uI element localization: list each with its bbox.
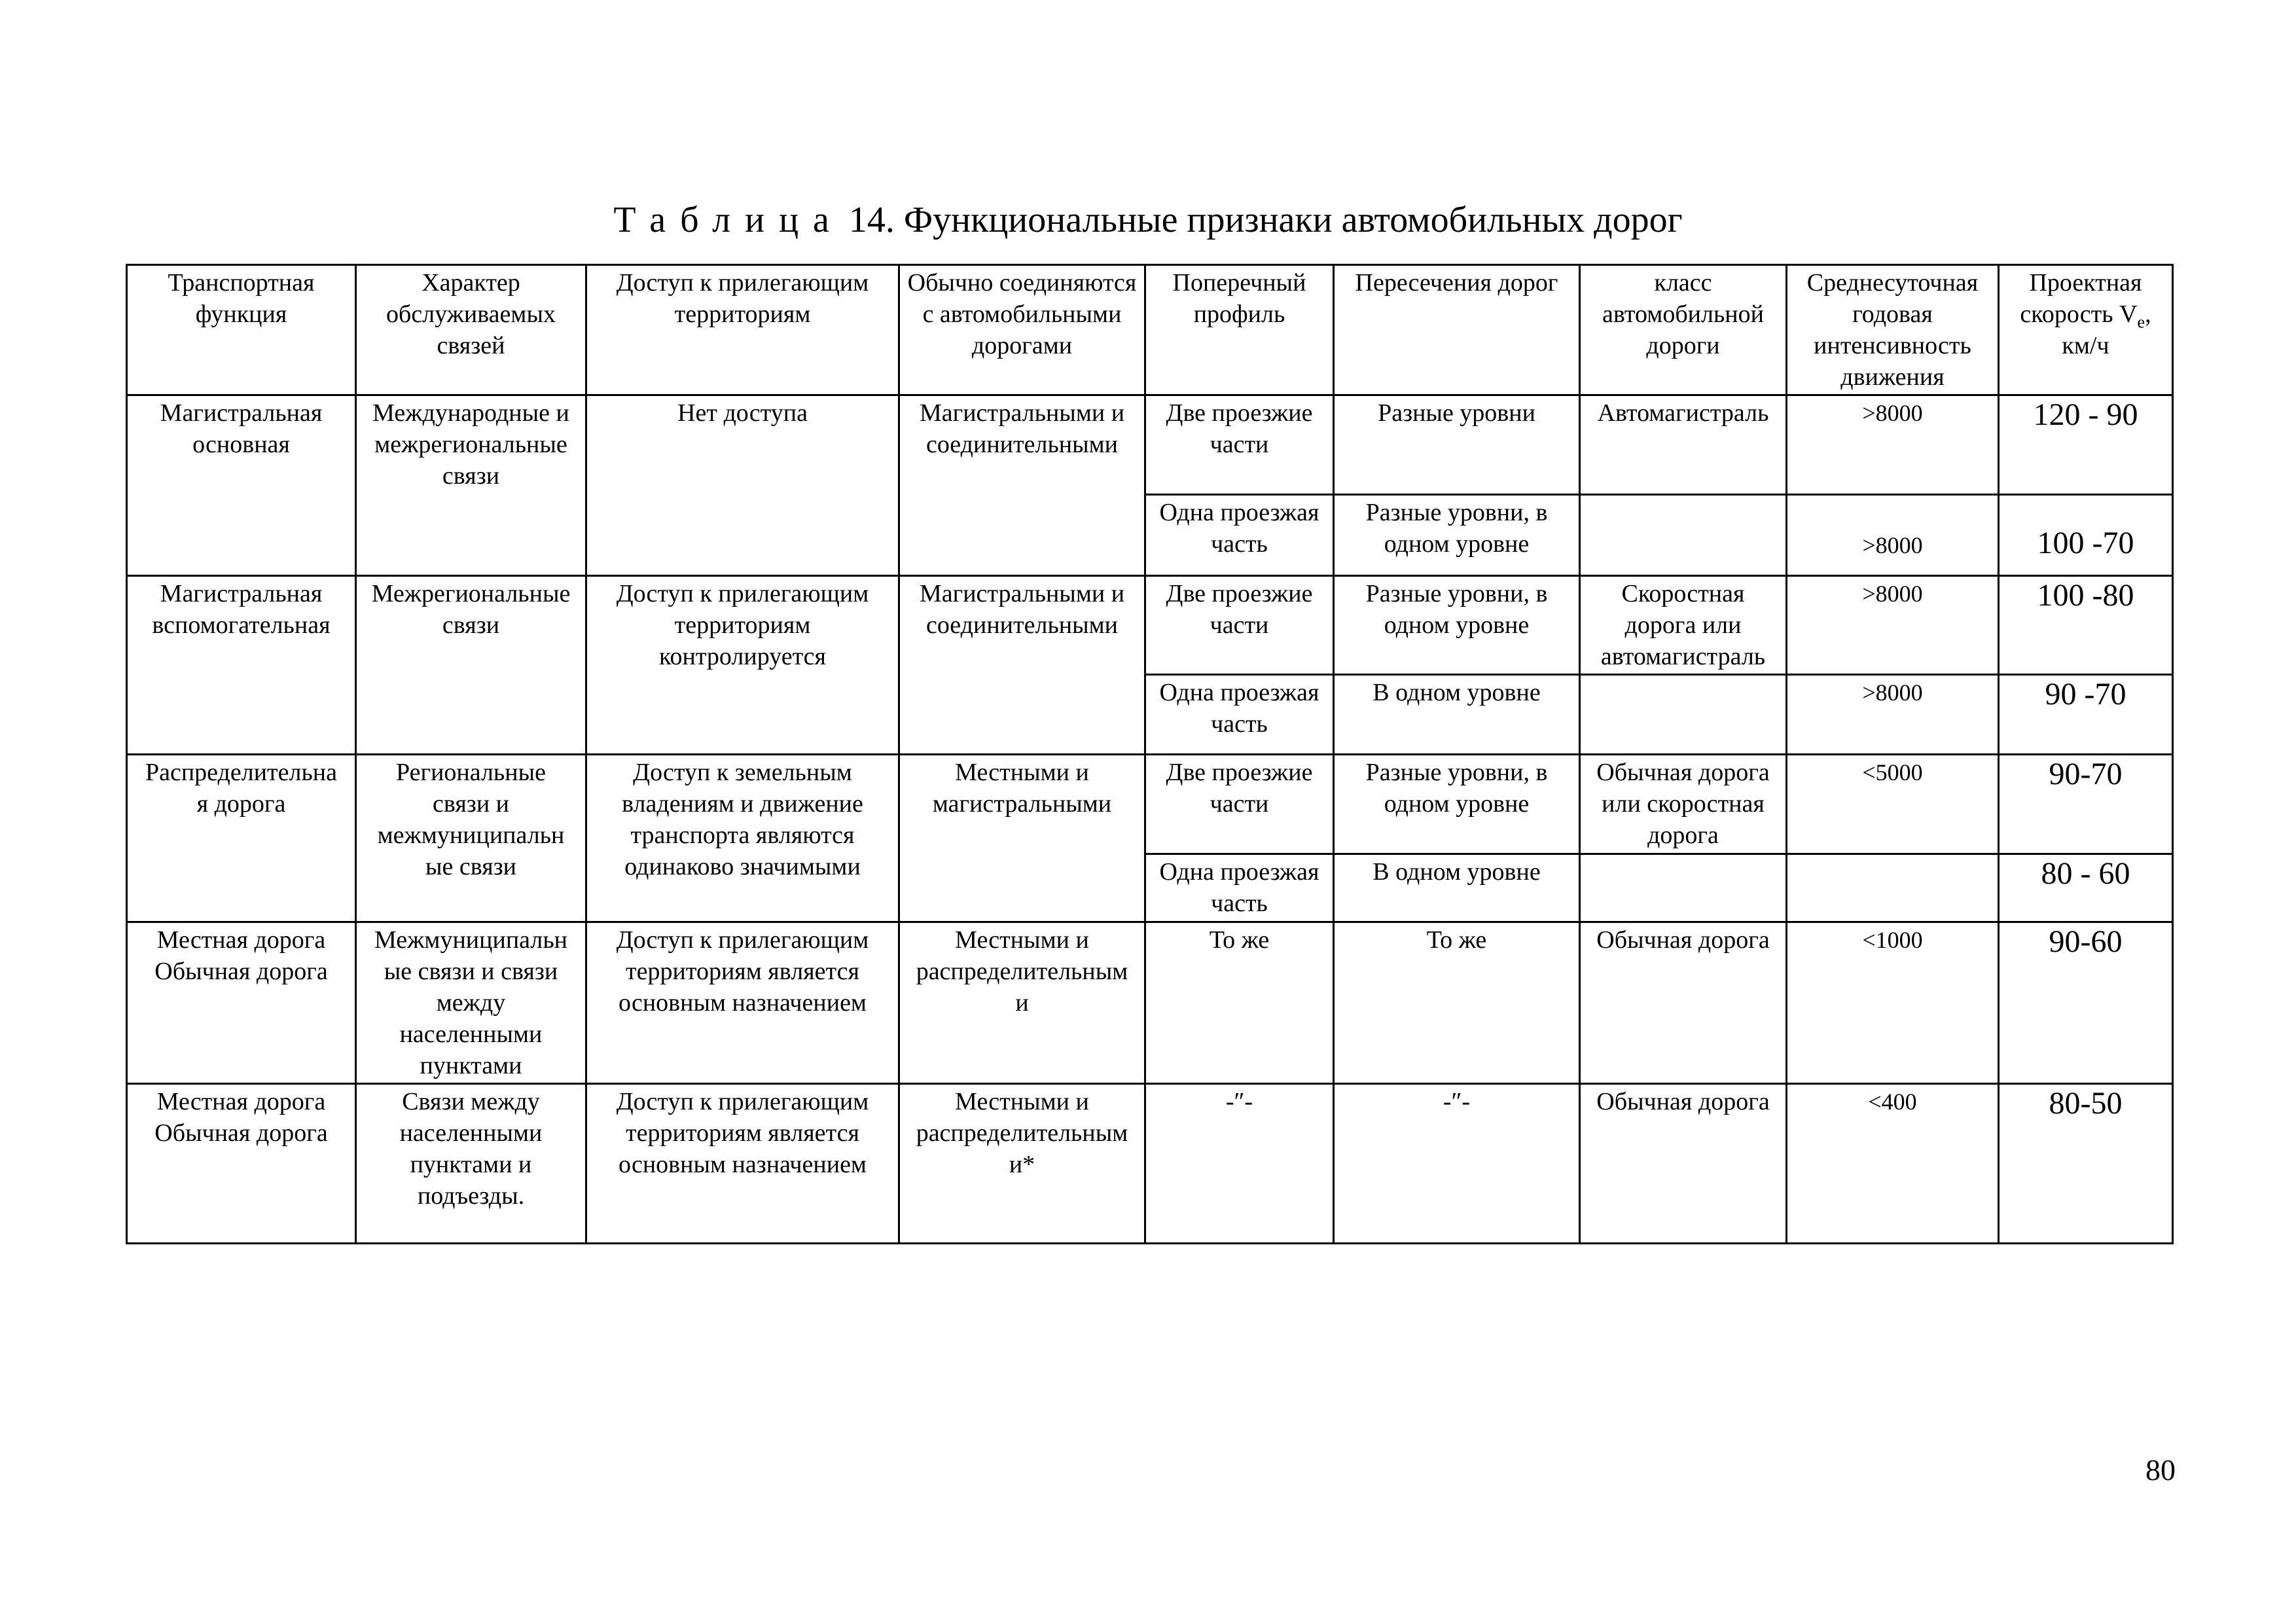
- cell-intensity: >8000: [1787, 495, 1999, 576]
- header-profile: Поперечный профиль: [1145, 265, 1334, 395]
- cell-function: Местная дорога Обычная дорога: [127, 1084, 356, 1244]
- header-speed: [1999, 265, 2173, 395]
- cell-crossings: Разные уровни, в одном уровне: [1334, 576, 1580, 675]
- cell-crossings: То же: [1334, 922, 1580, 1084]
- cell-class: [1580, 495, 1787, 576]
- cell-speed: 90 -70: [1999, 675, 2173, 755]
- cell-speed: 90-60: [1999, 922, 2173, 1084]
- table-row: [127, 1084, 2173, 1244]
- table-caption: [0, 196, 2296, 244]
- cell-profile: Две проезжие части: [1145, 576, 1334, 675]
- road-features-table: [126, 264, 2174, 1244]
- cell-speed: 100 -80: [1999, 576, 2173, 675]
- table-row: [127, 395, 2173, 495]
- cell-crossings: -″-: [1334, 1084, 1580, 1244]
- cell-intensity: <400: [1787, 1084, 1999, 1244]
- cell-connects: Местными и магистральными: [899, 755, 1145, 922]
- header-speed-prefix: Проектная скорость V: [2020, 269, 2142, 328]
- cell-class: Обычная дорога: [1580, 1084, 1787, 1244]
- cell-class: Автомагистраль: [1580, 395, 1787, 495]
- page-number: 80: [2145, 1453, 2176, 1487]
- header-links: Характер обслуживаемых связей: [356, 265, 586, 395]
- cell-crossings: В одном уровне: [1334, 675, 1580, 755]
- cell-links: Связи между населенными пунктами и подъезды.: [356, 1084, 586, 1244]
- cell-class: Обычная дорога: [1580, 922, 1787, 1084]
- cell-speed: 100 -70: [1999, 495, 2173, 576]
- cell-links: Межмуниципальн ые связи и связи между населенными пунктами: [356, 922, 586, 1084]
- cell-crossings: Разные уровни, в одном уровне: [1334, 495, 1580, 576]
- cell-function: Магистральная вспомогательная: [127, 576, 356, 755]
- cell-connects: Магистральными и соединительными: [899, 395, 1145, 576]
- header-crossings: Пересечения дорог: [1334, 265, 1580, 395]
- caption-lead: Таблица: [613, 200, 844, 240]
- caption-text: 14. Функциональные признаки автомобильных дорог: [848, 200, 1683, 240]
- cell-access: Доступ к прилегающим территориям является основным назначением: [586, 1084, 899, 1244]
- cell-profile: Одна проезжая часть: [1145, 854, 1334, 922]
- cell-access: Доступ к земельным владениям и движение транспорта являются одинаково значимыми: [586, 755, 899, 922]
- cell-profile: Две проезжие части: [1145, 755, 1334, 854]
- cell-access: Доступ к прилегающим территориям является основным назначением: [586, 922, 899, 1084]
- cell-links: Региональные связи и межмуниципальн ые связи: [356, 755, 586, 922]
- cell-access: Нет доступа: [586, 395, 899, 576]
- cell-intensity: >8000: [1787, 395, 1999, 495]
- cell-class: Обычная дорога или скоростная дорога: [1580, 755, 1787, 854]
- cell-function: Местная дорога Обычная дорога: [127, 922, 356, 1084]
- cell-class: [1580, 854, 1787, 922]
- cell-links: Международные и межрегиональные связи: [356, 395, 586, 576]
- cell-profile: Одна проезжая часть: [1145, 495, 1334, 576]
- cell-profile: Одна проезжая часть: [1145, 675, 1334, 755]
- cell-profile: То же: [1145, 922, 1334, 1084]
- cell-connects: Местными и распределительным и*: [899, 1084, 1145, 1244]
- cell-profile: -″-: [1145, 1084, 1334, 1244]
- cell-connects: Магистральными и соединительными: [899, 576, 1145, 755]
- cell-crossings: Разные уровни, в одном уровне: [1334, 755, 1580, 854]
- header-row: [127, 265, 2173, 395]
- cell-class: [1580, 675, 1787, 755]
- header-speed-suffix: , км/ч: [2062, 300, 2151, 359]
- cell-function: Распределительна я дорога: [127, 755, 356, 922]
- cell-speed: 80 - 60: [1999, 854, 2173, 922]
- table-row: [127, 922, 2173, 1084]
- cell-profile: Две проезжие части: [1145, 395, 1334, 495]
- cell-intensity: >8000: [1787, 675, 1999, 755]
- cell-crossings: В одном уровне: [1334, 854, 1580, 922]
- cell-speed: 90-70: [1999, 755, 2173, 854]
- header-function: Транспортная функция: [127, 265, 356, 395]
- cell-function: Магистральная основная: [127, 395, 356, 576]
- cell-intensity: >8000: [1787, 576, 1999, 675]
- header-connects: Обычно соединяются с автомобильными дорогами: [899, 265, 1145, 395]
- cell-access: Доступ к прилегающим территориям контролируется: [586, 576, 899, 755]
- header-access: Доступ к прилегающим территориям: [586, 265, 899, 395]
- table-row: [127, 755, 2173, 854]
- cell-crossings: Разные уровни: [1334, 395, 1580, 495]
- cell-class: Скоростная дорога или автомагистраль: [1580, 576, 1787, 675]
- header-class: класс автомобильной дороги: [1580, 265, 1787, 395]
- cell-intensity: <1000: [1787, 922, 1999, 1084]
- table-row: [127, 576, 2173, 675]
- cell-intensity: [1787, 854, 1999, 922]
- cell-speed: 80-50: [1999, 1084, 2173, 1244]
- cell-connects: Местными и распределительным и: [899, 922, 1145, 1084]
- cell-intensity: <5000: [1787, 755, 1999, 854]
- cell-links: Межрегиональные связи: [356, 576, 586, 755]
- cell-speed: 120 - 90: [1999, 395, 2173, 495]
- header-intensity: Среднесуточная годовая интенсивность движения: [1787, 265, 1999, 395]
- header-speed-subscript: e: [2137, 312, 2145, 332]
